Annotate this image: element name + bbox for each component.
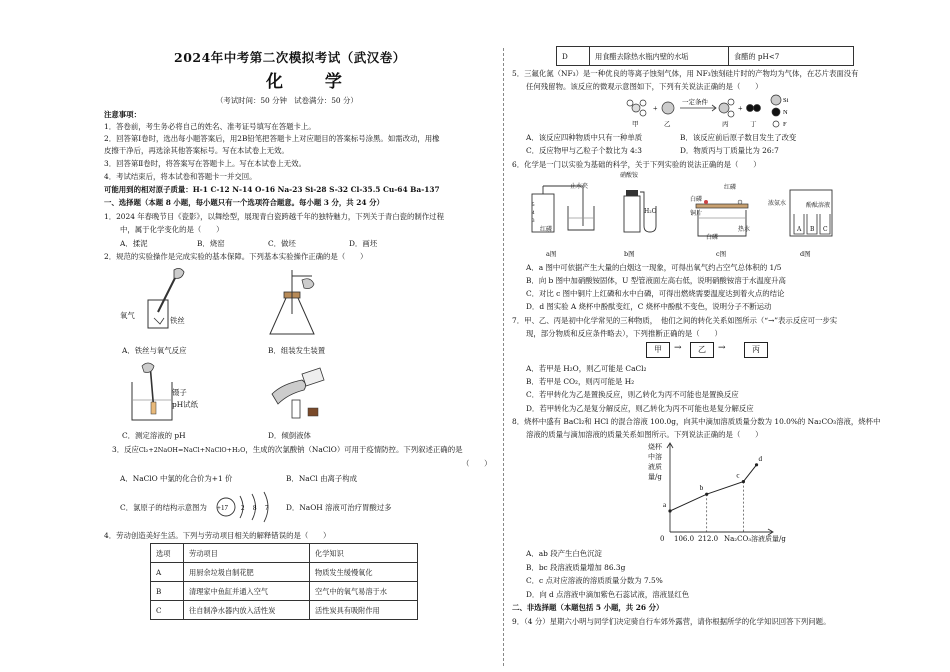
q9-stem: 9．（4 分）星期六小明与同学们决定骑自行车郊外露营，请你根据所学的化学知识回答下列问题。 [512, 617, 831, 626]
q8-chart [660, 440, 780, 540]
q6-label-nh4no3: 硝酸铵 [620, 172, 639, 179]
table-cell: D [557, 47, 590, 66]
q6-beaker-a: A [797, 226, 802, 233]
exam-meta: （考试时间：50 分钟 试卷满分：50 分） [216, 96, 358, 105]
shell-3: 7 [265, 504, 269, 512]
note-4: 4．考试结束后，将本试卷和答题卡一并交回。 [104, 172, 257, 181]
q1-option-b: B．烧窑 [197, 239, 225, 248]
q6-option-b: B．向 b 图中加硝酸铵固体，U 型管液面左高右低，说明硝酸铵溶于水温度升高 [526, 276, 786, 285]
q6-fig-c-caption: c图 [716, 250, 727, 258]
label-jia: 甲 [632, 121, 639, 128]
table-cell: 清理家中鱼缸并通入空气 [184, 582, 310, 601]
table-cell: C [151, 601, 184, 620]
hand [174, 268, 184, 278]
label-ding: 丁 [750, 121, 757, 128]
point-label: d [758, 454, 763, 463]
chart-tick-106: 106.0 [674, 535, 695, 543]
q6-label-white-p: 白磷 [690, 196, 703, 203]
q1-stem-2: 中，属于化学变化的是（ ） [120, 225, 224, 234]
q2-option-a: A．铁丝与氧气反应 [122, 346, 187, 355]
note-1: 1．答卷前，考生务必将自己的姓名、准考证号填写在答题卡上。 [104, 122, 316, 131]
q7-option-c: C．若甲转化为乙是置换反应，则乙转化为丙不可能也是置换反应 [526, 390, 739, 399]
q3-stem-b: ，生成的次氯酸钠（NaClO）可用于疫情防控。下列叙述正确的是 [245, 445, 463, 454]
q7-box-jia: 甲 [646, 342, 670, 358]
q2-option-c: C．测定溶液的 pH [122, 431, 186, 440]
stopper [626, 190, 638, 196]
q6-option-d: D．d 图实验 A 烧杯中酚酞变红，C 烧杯中酚酞不变色，说明分子不断运动 [526, 302, 772, 311]
q1-option-a: A．揉泥 [120, 239, 148, 248]
q2-figure-b [262, 268, 322, 340]
atomic-masses: 可能用到的相对原子质量：H-1 C-12 N-14 O-16 Na-23 Si-28 S-32 Cl-35.5 Cu-64 Ba-137 [104, 185, 440, 194]
red-p-dot [704, 200, 708, 204]
flask [624, 196, 640, 232]
q6-label-red-p: 红磷 [540, 226, 553, 233]
q8-stem: 8．烧杯中盛有 BaCl₂和 HCl 的混合溶液 100.0g，向其中滴加溶质质量分数为 10.0%的 Na₂CO₃溶液，烧杯中 [512, 417, 881, 426]
section2-heading: 二、非选择题（本题包括 5 小题，共 26 分） [512, 603, 664, 612]
q5-option-a: A．该反应四种物质中只有一种单质 [526, 133, 643, 142]
table-cell: 空气中的氧气易溶于水 [310, 582, 418, 601]
label-yi: 乙 [664, 121, 671, 128]
q6-label-ammonia: 浓氨水 [768, 200, 787, 207]
q5-stem: 5．三氟化氮（NF₃）是一种优良的等离子蚀刻气体，用 NF₃蚀刻硅片时的产物均为气体，在芯片表面没有 [512, 69, 859, 78]
column-divider [503, 48, 504, 666]
table-header: 劳动项目 [184, 544, 310, 563]
table-cell: A [151, 563, 184, 582]
section1-heading: 一、选择题（本题 8 小题，每小题只有一个选项符合题意。每小题 3 分，共 24 分） [104, 198, 384, 207]
q6-label-hot-water: 热水 [738, 226, 751, 233]
chart-origin: 0 [660, 535, 665, 543]
si-atom [662, 102, 674, 114]
q6-fig-b-caption: b图 [624, 250, 635, 258]
table-header: 选项 [151, 544, 184, 563]
jar [148, 300, 168, 328]
svg-text:5: 5 [532, 203, 535, 208]
nucleus-charge: +17 [217, 504, 228, 512]
hand [272, 380, 306, 404]
q2-option-b: B．组装发生装置 [268, 346, 326, 355]
q6-fig-a-caption: a图 [546, 250, 557, 258]
q6-label-phenol: 酚酞溶液 [806, 202, 831, 209]
q2-figure-a [120, 266, 200, 336]
table-row [151, 563, 418, 582]
q7-box-yi: 乙 [690, 342, 714, 358]
legend-n-label: N [783, 109, 788, 116]
q4-stem: 4．劳动创造美好生活。下列与劳动项目相关的解释错误的是（ ） [104, 531, 331, 540]
q6-label-clamp: 止水夹 [570, 183, 589, 190]
q5-option-c: C．反应物甲与乙粒子个数比为 4:3 [526, 146, 642, 155]
legend-si-label: Si [783, 97, 789, 104]
tube [292, 400, 300, 418]
svg-text:+: + [653, 104, 658, 113]
chart-ylabel-3: 液质 [648, 463, 662, 471]
q7-arrow-2: → [718, 343, 726, 353]
q7-option-a: A．若甲是 H₂O，则乙可能是 CaCl₂ [526, 364, 647, 373]
q3-stem [112, 445, 462, 454]
subject-title: 化 学 [266, 72, 360, 92]
series-line [670, 465, 757, 511]
exam-title: 2024年中考第二次模拟考试（武汉卷） [174, 50, 406, 65]
svg-text:3: 3 [532, 219, 535, 224]
table-cell: 食醋的 pH<7 [729, 47, 854, 66]
q6-stem: 6．化学是一门以实验为基础的科学，关于下列实验的说法正确的是（ ） [512, 160, 761, 169]
table-header: 化学知识 [310, 544, 418, 563]
q7-stem-2: 现，部分物质和反应条件略去），下列推断正确的是（ ） [526, 329, 722, 338]
q7-arrow-1: → [674, 343, 682, 353]
q6-label-red-p-2: 红磷 [724, 184, 737, 191]
n-atom [747, 105, 754, 112]
legend-f [773, 121, 779, 127]
q8-option-b: B．bc 段溶液质量增加 86.3g [526, 563, 626, 572]
q2-label-wire: 铁丝 [170, 316, 185, 325]
note-2b: 皮擦干净后，再选涂其他答案标号。写在本试卷上无效。 [104, 146, 289, 155]
q2-option-d: D．倾倒液体 [268, 431, 311, 440]
point-label: a [663, 501, 667, 509]
data-point [668, 509, 671, 512]
q3-stem-a: 3．反应 [112, 445, 139, 454]
note-2: 2．回答第Ⅰ卷时，选出每小题答案后，用2B铅笔把答题卡上对应题目的答案标号涂黑。如需改动，用橡 [104, 134, 440, 143]
hand [302, 279, 314, 289]
q6-figure-d [782, 182, 842, 246]
q5-reaction-diagram [626, 94, 796, 130]
q1-stem: 1．2024 年春晚节目《瓷影》，以舞绘型，展现青白瓷跨越千年的独特魅力，下列关于青白瓷的制作过程 [104, 212, 444, 221]
table-header-row [151, 544, 418, 563]
q5-option-d: D．物质丙与丁质量比为 26:7 [680, 146, 779, 155]
stopper [308, 408, 318, 416]
q8-option-a: A．ab 段产生白色沉淀 [526, 549, 602, 558]
table-cell: 用食醋去除热水瓶内壁的水垢 [590, 47, 729, 66]
q5-stem-2: 任何残留物。该反应的微观示意图如下，下列有关说法正确的是（ ） [526, 82, 763, 91]
table-row [151, 582, 418, 601]
point-label: b [699, 484, 704, 493]
q6-beaker-c: C [823, 226, 828, 233]
chart-ylabel-1: 烧杯 [648, 443, 662, 451]
q6-fig-d-caption: d图 [800, 250, 811, 258]
q1-option-d: D．画坯 [349, 239, 378, 248]
note-3: 3．回答第Ⅱ卷时，将答案写在答题卡上。写在本试卷上无效。 [104, 159, 306, 168]
chlorine-atom-diagram [212, 490, 282, 524]
label-bing: 丙 [722, 121, 729, 128]
q3-option-a: A．NaClO 中氯的化合价为+1 价 [120, 474, 233, 483]
table-row [557, 47, 854, 66]
table-cell: 往自制净水器内放入活性炭 [184, 601, 310, 620]
chart-xlabel: Na₂CO₃溶液质量/g [724, 535, 786, 543]
chart-tick-212: 212.0 [698, 535, 719, 543]
table-cell: 物质发生缓慢氧化 [310, 563, 418, 582]
table-cell: B [151, 582, 184, 601]
point-label: c [736, 471, 740, 480]
q7-option-d: D．若甲转化为乙是复分解反应，则乙转化为丙不可能也是复分解反应 [526, 404, 754, 413]
chart-ylabel-2: 中溶 [648, 453, 662, 461]
q8-stem-2: 溶液的质量与滴加溶液的质量关系如图所示。下列说法正确的是（ ） [526, 430, 763, 439]
q2-stem: 2．规范的实验操作是完成实验的基本保障。下列基本实验操作正确的是（ ） [104, 252, 368, 261]
q6-label-water: H₂O [644, 208, 657, 215]
q3-paren: （ ） [462, 459, 492, 468]
q2-label-tweezers: 镊子 [172, 388, 187, 397]
q4-table-continued [556, 46, 854, 66]
table-cell: 用厨余垃圾自制花肥 [184, 563, 310, 582]
shell-2: 8 [253, 504, 257, 512]
q8-option-d: D．向 d 点溶液中滴加紫色石蕊试液，溶液显红色 [526, 590, 690, 599]
table-cell: 活性炭具有吸附作用 [310, 601, 418, 620]
q2-figure-d [262, 364, 332, 424]
notes-heading: 注意事项： [104, 110, 141, 119]
data-point [705, 493, 708, 496]
q2-label-oxygen: 氧气 [120, 311, 135, 320]
shell-1: 2 [241, 504, 245, 512]
q6-label-white-p-2: 白磷 [706, 234, 719, 241]
q1-option-c: C．做坯 [268, 239, 296, 248]
data-point [742, 480, 745, 483]
q3-option-d: D．NaOH 溶液可治疗胃酸过多 [286, 503, 392, 512]
hand [142, 363, 154, 372]
q5-condition: 一定条件 [682, 99, 708, 106]
q3-option-b: B．NaCl 由离子构成 [286, 474, 358, 483]
q5-option-b: B．该反应前后原子数目发生了改变 [680, 133, 797, 142]
legend-f-label: F [783, 121, 787, 128]
data-point [755, 463, 758, 466]
table-row [151, 601, 418, 620]
chart-ylabel-4: 量/g [648, 473, 662, 481]
q4-table [150, 543, 418, 620]
q3-equation: Cl₂+2NaOH=NaCl+NaClO+H₂O [138, 446, 246, 454]
q6-beaker-b: B [810, 226, 815, 233]
legend-n [772, 108, 780, 116]
q3-option-c: C．氯原子的结构示意图为 [120, 503, 207, 512]
q6-label-copper: 铜片 [690, 210, 703, 217]
q6-option-c: C．对比 c 图中铜片上红磷和水中白磷，可得出燃烧需要温度达到着火点的结论 [526, 289, 785, 298]
legend-si [771, 95, 781, 105]
q8-option-c: C．c 点对应溶液的溶质质量分数为 7.5% [526, 576, 663, 585]
copper-plate [696, 204, 748, 208]
svg-text:+: + [738, 104, 743, 113]
q7-option-b: B．若甲是 CO₂，则丙可能是 H₂ [526, 377, 635, 386]
q2-label-ph-paper: pH试纸 [172, 400, 198, 409]
tube [543, 186, 583, 226]
q6-option-a: A．a 图中可依据产生大量的白烟这一现象，可得出氧气约占空气总体积的 1/5 [526, 263, 782, 272]
q7-stem: 7．甲、乙、丙是初中化学常见的三种物质， 他们之间的转化关系如图所示（“→”表示反应可一步实 [512, 316, 838, 325]
svg-text:4: 4 [532, 211, 535, 216]
q7-box-bing: 丙 [744, 342, 768, 358]
